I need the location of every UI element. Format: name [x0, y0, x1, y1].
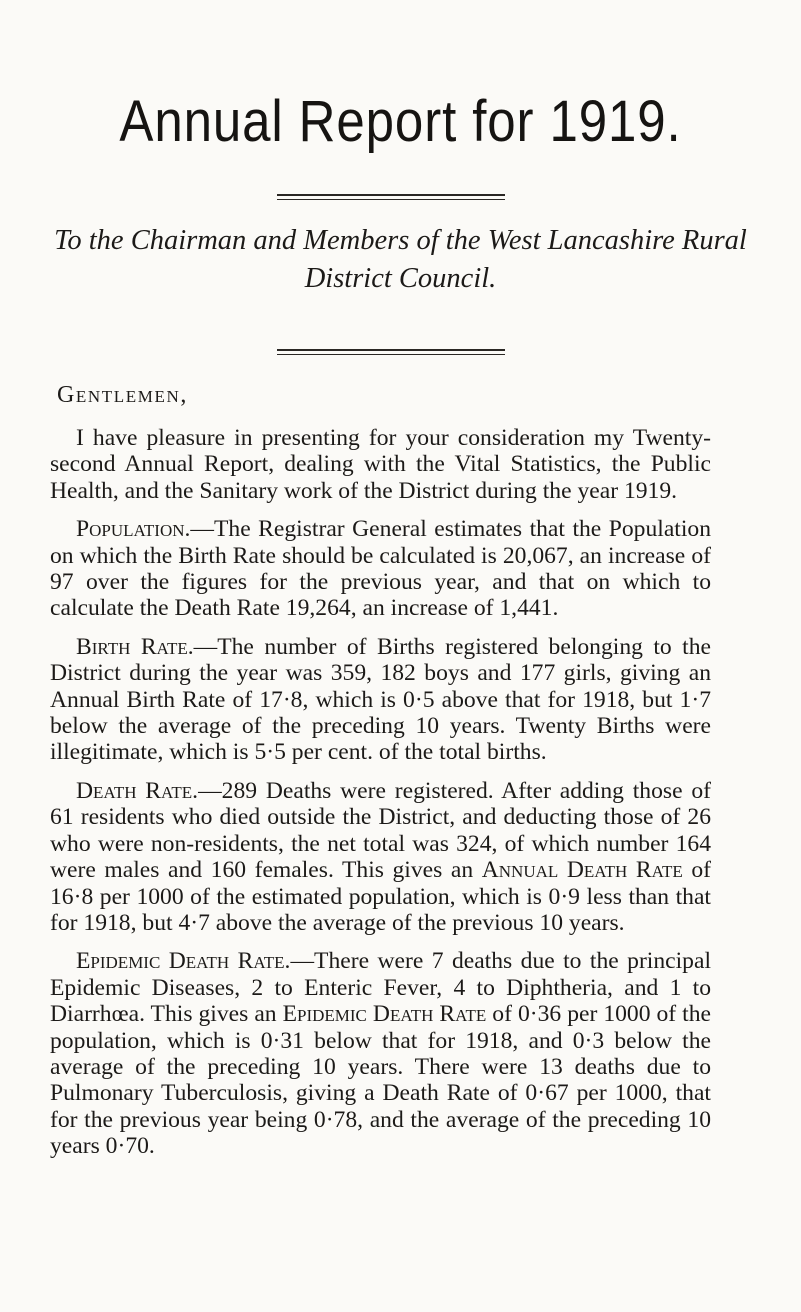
- divider-line: [277, 199, 505, 200]
- address-divider: [277, 349, 505, 355]
- divider-line: [277, 349, 505, 351]
- report-title: Annual Report for 1919.: [119, 89, 682, 154]
- epidemic-death-rate-term: Epidemic Death Rate: [282, 1001, 487, 1028]
- death-rate-heading: Death Rate.: [76, 777, 199, 804]
- birth-rate-heading: Birth Rate.: [76, 633, 194, 660]
- epidemic-paragraph: [50, 948, 711, 1159]
- address-line: To the Chairman and Members of the West Lancashire Rural District Council.: [54, 225, 747, 294]
- divider-line: [277, 194, 505, 196]
- death-rate-text-end: of 16·8 per 1000 of the estimated population, which is 0·9 less than that for 1918, but 4·7 above the average of the previous 10 years.: [50, 857, 712, 936]
- birth-rate-paragraph: [50, 634, 711, 766]
- population-text: —The Registrar General estimates that the Population on which the Birth Rate should be calculated is 20,067, an increase of 97 over the figures for the previous year, and that on which to calculate the Death Rate 19,264, an increase of 1,441.: [50, 516, 711, 622]
- salutation: Gentlemen,: [57, 382, 188, 408]
- divider-line: [277, 354, 505, 355]
- death-rate-text-start: —289 Deaths were registered. After adding those of 61 residents who died outside the District, and deducting those of 26 who were non-residents, the net total was 324, of which number 164 were males and 160 females. This gives an: [50, 777, 711, 884]
- epidemic-heading: Epidemic Death Rate.: [76, 948, 291, 975]
- birth-rate-text: —The number of Births registered belonging to the District during the year was 359, 182 boys and 177 girls, giving an Annual Birth Rate of 17·8, which is 0·5 above that for 1918, but 1·7 below the average of the preceding 10 years. Twenty Births were illegitimate, which is 5·5 per cent. of the total births.: [50, 633, 711, 766]
- population-heading: Population.: [76, 516, 191, 543]
- epidemic-text-start: —There were 7 deaths due to the principal Epidemic Diseases, 2 to Enteric Fever, 4 to Diphtheria, and 1 to Diarrhœa. This gives an: [50, 948, 712, 1028]
- population-paragraph: [50, 516, 711, 622]
- intro-paragraph: I have pleasure in presenting for your consideration my Twenty-second Annual Report, dealing with the Vital Statistics, the Public Health, and the Sanitary work of the District during the year 1919.: [50, 425, 711, 504]
- title-divider: [277, 194, 505, 200]
- annual-death-rate-term: Annual Death Rate: [481, 857, 683, 884]
- death-rate-paragraph: [50, 778, 711, 936]
- report-body: [50, 425, 711, 1172]
- epidemic-text-end: of 0·36 per 1000 of the population, which is 0·31 below that for 1918, and 0·3 below the average of the preceding 10 years. There were 13 deaths due to Pulmonary Tuberculosis, giving a Death Rate of 0·67 per 1000, that for the previous year being 0·78, and the average of the preceding 10 years 0·70.: [50, 1001, 711, 1160]
